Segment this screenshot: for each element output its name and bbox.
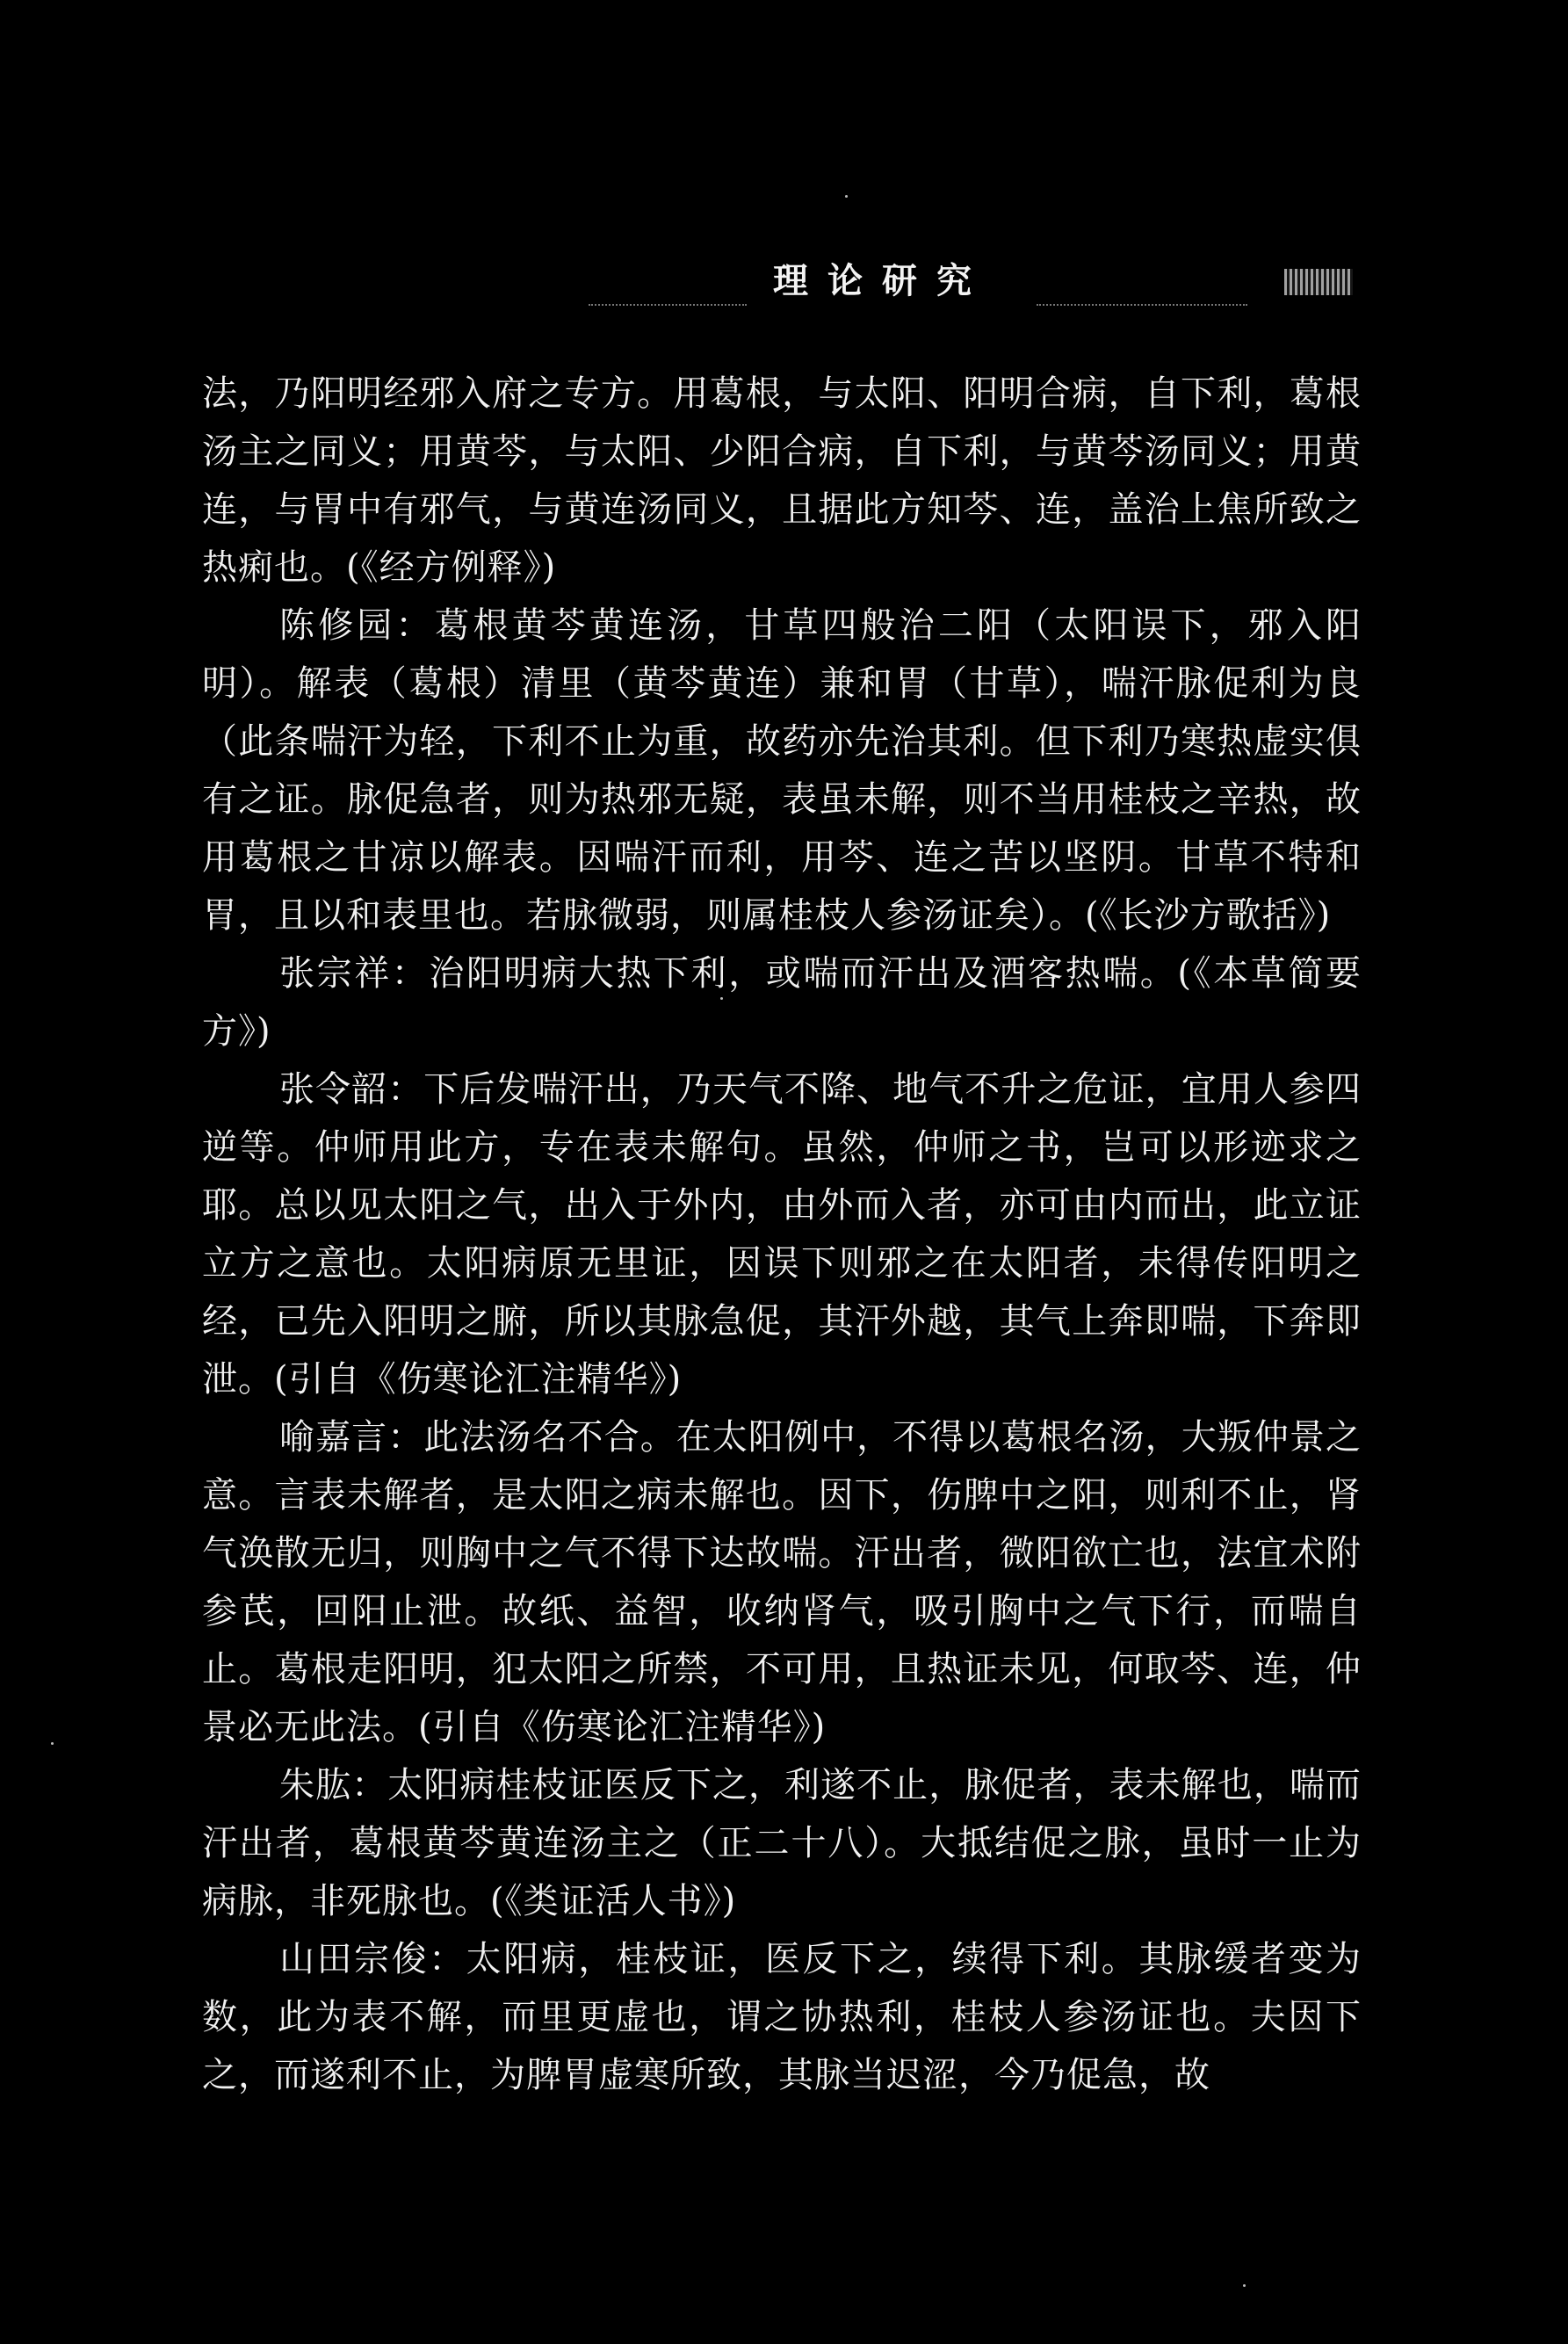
body-text [202, 365, 1362, 2104]
header-rule-right [1037, 304, 1247, 306]
scan-speck [51, 1742, 54, 1745]
paragraph: 张令韶：下后发喘汗出，乃天气不降、地气不升之危证，宜用人参四逆等。仲师用此方，专在表未解句。虽然，仲师之书，岂可以形迹求之耶。总以见太阳之气，出入于外内，由外而入者，亦可由内而出，此立证立方之意也。太阳病原无里证，因误下则邪之在太阳者，未得传阳明之经，已先入阳明之腑，所以其脉急促，其汗外越，其气上奔即喘，下奔即泄。(引自《伤寒论汇注精华》) [202, 1069, 1362, 1400]
scan-speck [1243, 2284, 1246, 2287]
paragraph: 朱肱：太阳病桂枝证医反下之，利遂不止，脉促者，表未解也，喘而汗出者，葛根黄芩黄连汤主之（正二十八）。大抵结促之脉，虽时一止为病脉，非死脉也。(《类证活人书》) [202, 1765, 1362, 1921]
header-title: 理论研究 [773, 260, 991, 301]
header-decoration-mark [1284, 269, 1353, 295]
scan-speck [845, 195, 848, 198]
paragraph: 喻嘉言：此法汤名不合。在太阳例中，不得以葛根名汤，大叛仲景之意。言表未解者，是太阳之病未解也。因下，伤脾中之阳，则利不止，肾气涣散无归，则胸中之气不得下达故喘。汗出者，微阳欲亡也，法宜术附参芪，回阳止泄。故纸、益智，收纳肾气，吸引胸中之气下行，而喘自止。葛根走阳明，犯太阳之所禁，不可用，且热证未见，何取芩、连，仲景必无此法。(引自《伤寒论汇注精华》) [202, 1417, 1362, 1747]
running-header [0, 253, 1568, 306]
paragraph: 陈修园：葛根黄芩黄连汤，甘草四般治二阳（太阳误下，邪入阳明）。解表（葛根）清里（黄芩黄连）兼和胃（甘草），喘汗脉促利为良（此条喘汗为轻，下利不止为重，故药亦先治其利。但下利乃寒热虚实俱有之证。脉促急者，则为热邪无疑，表虽未解，则不当用桂枝之辛热，故用葛根之甘凉以解表。因喘汗而利，用芩、连之苦以坚阴。甘草不特和胃，且以和表里也。若脉微弱，则属桂枝人参汤证矣）。(《长沙方歌括》) [202, 605, 1362, 936]
paragraph: 法，乃阳明经邪入府之专方。用葛根，与太阳、阳明合病，自下利，葛根汤主之同义；用黄芩，与太阳、少阳合病，自下利，与黄芩汤同义；用黄连，与胃中有邪气，与黄连汤同义，且据此方知芩、连，盖治上焦所致之热痢也。(《经方例释》) [202, 373, 1362, 588]
paragraph: 山田宗俊：太阳病，桂枝证，医反下之，续得下利。其脉缓者变为数，此为表不解，而里更虚也，谓之协热利，桂枝人参汤证也。夫因下之，而遂利不止，为脾胃虚寒所致，其脉当迟涩，今乃促急，故 [202, 1939, 1362, 2095]
paragraph: 张宗祥：治阳明病大热下利，或喘而汗出及酒客热喘。(《本草简要方》) [202, 953, 1362, 1052]
header-rule-left [589, 304, 747, 306]
scan-speck [720, 997, 723, 1000]
